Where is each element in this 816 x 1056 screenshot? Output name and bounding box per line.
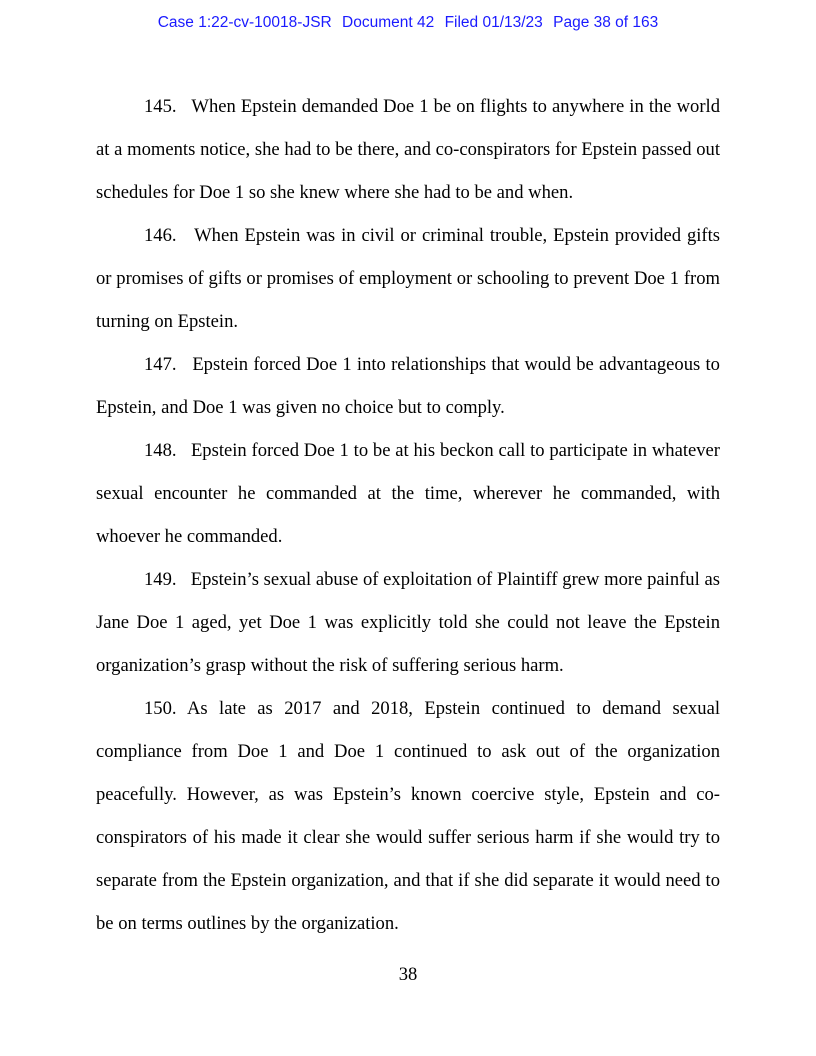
- filed-date: Filed 01/13/23: [444, 14, 543, 31]
- paragraph-number: 147.: [144, 354, 177, 375]
- paragraph-text: Epstein’s sexual abuse of exploitation of Plaintiff grew more painful as Jane Doe 1 aged, yet Doe 1 was explicitly told she could not leave the Epstein organization’s grasp without the risk of suffering serious harm.: [96, 569, 720, 676]
- case-header: [0, 14, 816, 32]
- paragraph-149: [96, 558, 720, 687]
- paragraph-number: 145.: [144, 96, 177, 117]
- paragraph-text: As late as 2017 and 2018, Epstein continued to demand sexual compliance from Doe 1 and Doe 1 continued to ask out of the organization peacefully. However, as was Epstein’s known coercive style, Epstein and co-conspirators of his made it clear she would suffer serious harm if she would try to separate from the Epstein organization, and that if she did separate it would need to be on terms outlines by the organization.: [96, 698, 720, 934]
- page-number: 38: [398, 964, 418, 985]
- paragraph-number: 148.: [144, 440, 177, 461]
- paragraph-text: When Epstein demanded Doe 1 be on flights to anywhere in the world at a moments notice, she had to be there, and co-conspirators for Epstein passed out schedules for Doe 1 so she knew where she had to be and when.: [96, 96, 720, 203]
- document-number: Document 42: [342, 14, 435, 31]
- paragraph-146: [96, 214, 720, 343]
- paragraph-145: [96, 85, 720, 214]
- paragraph-number: 149.: [144, 569, 177, 590]
- case-number: Case 1:22-cv-10018-JSR: [157, 14, 332, 31]
- paragraph-147: [96, 343, 720, 429]
- page-indicator: Page 38 of 163: [553, 14, 659, 31]
- paragraph-text: When Epstein was in civil or criminal trouble, Epstein provided gifts or promises of gifts or promises of employment or schooling to prevent Doe 1 from turning on Epstein.: [96, 225, 721, 332]
- paragraph-text: Epstein forced Doe 1 into relationships that would be advantageous to Epstein, and Doe 1 was given no choice but to comply.: [96, 354, 720, 418]
- paragraph-text: Epstein forced Doe 1 to be at his beckon call to participate in whatever sexual encounter he commanded at the time, wherever he commanded, with whoever he commanded.: [96, 440, 720, 547]
- paragraph-148: [96, 429, 720, 558]
- document-body: [96, 85, 720, 945]
- paragraph-150: [96, 687, 720, 945]
- paragraph-number: 150.: [144, 698, 177, 719]
- paragraph-number: 146.: [144, 225, 177, 246]
